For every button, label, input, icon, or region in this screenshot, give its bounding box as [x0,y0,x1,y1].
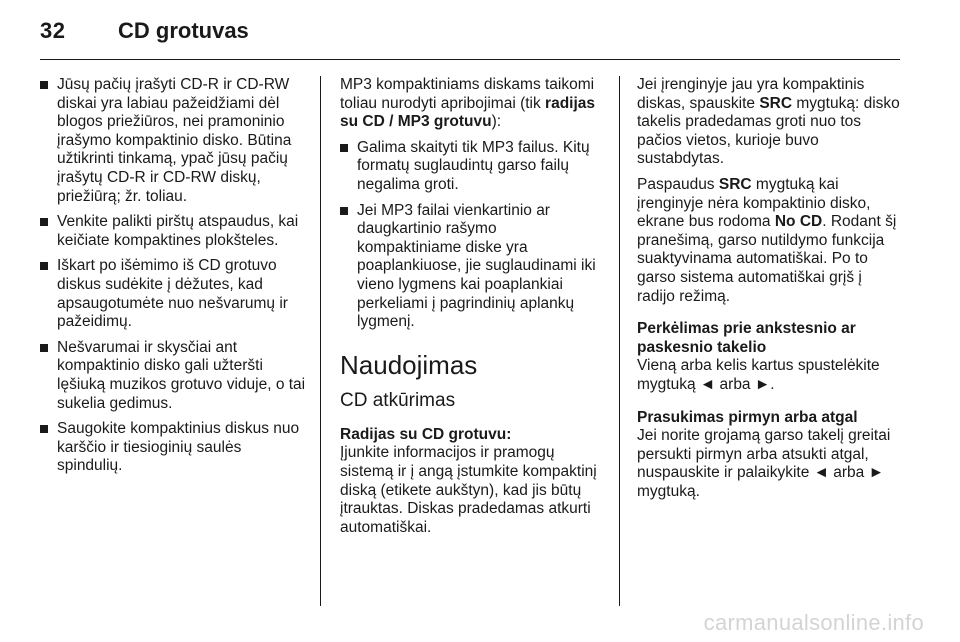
track-skip-heading: Perkėlimas prie ankstesnio ar paskesnio takelio [637,320,856,356]
list-item: Galima skaityti tik MP3 failus. Kitų formatų suglaudintų garso failų negalima groti. [340,139,605,195]
list-item: Nešvarumai ir skysčiai ant kompaktinio disko gali užteršti lęšiuką muzikos grotuvo viduje, o tai sukelia gedimus. [40,339,308,413]
list-item: Saugokite kompaktinius diskus nuo karščio ir tiesioginių saulės spindulių. [40,420,308,476]
page-number: 32 [40,18,66,43]
bullet-square-icon [40,81,48,89]
bullet-square-icon [40,262,48,270]
bullet-square-icon [340,207,348,215]
column-2 [340,76,605,544]
section-heading: Naudojimas [340,349,478,380]
fast-forward-paragraph: Jei norite grojamą garso takelį greitai persukti pirmyn arba atsukti atgal, nuspauskite ir palaikykite ◄ arba ► mygtuką. [637,427,891,500]
watermark: carmanualsonline.info [703,610,924,635]
track-skip-paragraph: Vieną arba kelis kartus spustelėkite mygtuką ◄ arba ►. [637,357,880,393]
page-title: CD grotuvas [118,18,249,43]
no-cd-paragraph: Paspaudus SRC mygtuką kai įrenginyje nėra kompaktinio disko, ekrane bus rodoma No CD. Rodant šį pranešimą, garso nutildymo funkcija suaktyvinama automatiškai. Po to garso sistema automatiškai grįš į radijo režimą. [637,175,897,305]
src-paragraph: Jei įrenginyje jau yra kompaktinis diskas, spauskite SRC mygtuką: disko takelis pradedamas groti nuo tos pačios vietos, kurioje buvo sustabdytas. [637,76,900,168]
column-divider-1 [320,76,321,606]
mp3-bullet-list [340,139,605,332]
care-bullet-list [40,76,308,476]
list-item: Jei MP3 failai vienkartinio ar daugkartinio rašymo kompaktiniame diske yra poaplankiuose, jie suglaudinami iki vieno lygmens kai poaplankiai perkeliami į pagrindinių aplankų lygmenį. [340,202,605,332]
column-3 [637,76,902,508]
subsection-heading: CD atkūrimas [340,389,456,411]
fast-forward-heading: Prasukimas pirmyn arba atgal [637,408,858,426]
bullet-square-icon [340,144,348,152]
radio-cd-heading: Radijas su CD grotuvu: [340,425,512,443]
column-1 [40,76,308,483]
list-item: Iškart po išėmimo iš CD grotuvo diskus sudėkite į dėžutes, kad apsaugotumėte nuo nešvarumų ir pažeidimų. [40,257,308,331]
bullet-square-icon [40,218,48,226]
list-item: Venkite palikti pirštų atspaudus, kai keičiate kompaktines plokšteles. [40,213,308,250]
bullet-square-icon [40,425,48,433]
insert-cd-paragraph: Įjunkite informacijos ir pramogų sistemą ir į angą įstumkite kompaktinį diską (etikete aukštyn), kad jis būtų įtrauktas. Diskas pradedamas atkurti automatiškai. [340,444,597,536]
bullet-square-icon [40,344,48,352]
list-item: Jūsų pačių įrašyti CD-R ir CD-RW diskai yra labiau pažeidžiami dėl blogos priežiūros, nei pramoninio įrašymo kompaktinio disko. Būtina užtikrinti tinkamą, ypač jūsų pačių įrašytų CD-R ir CD-RW diskų, priežiūrą; žr. toliau. [40,76,308,206]
column-divider-2 [619,76,620,606]
mp3-intro: MP3 kompaktiniams diskams taikomi toliau nurodyti apribojimai (tik radijas su CD / MP3 grotuvu): [340,76,596,131]
header-divider [40,59,900,60]
